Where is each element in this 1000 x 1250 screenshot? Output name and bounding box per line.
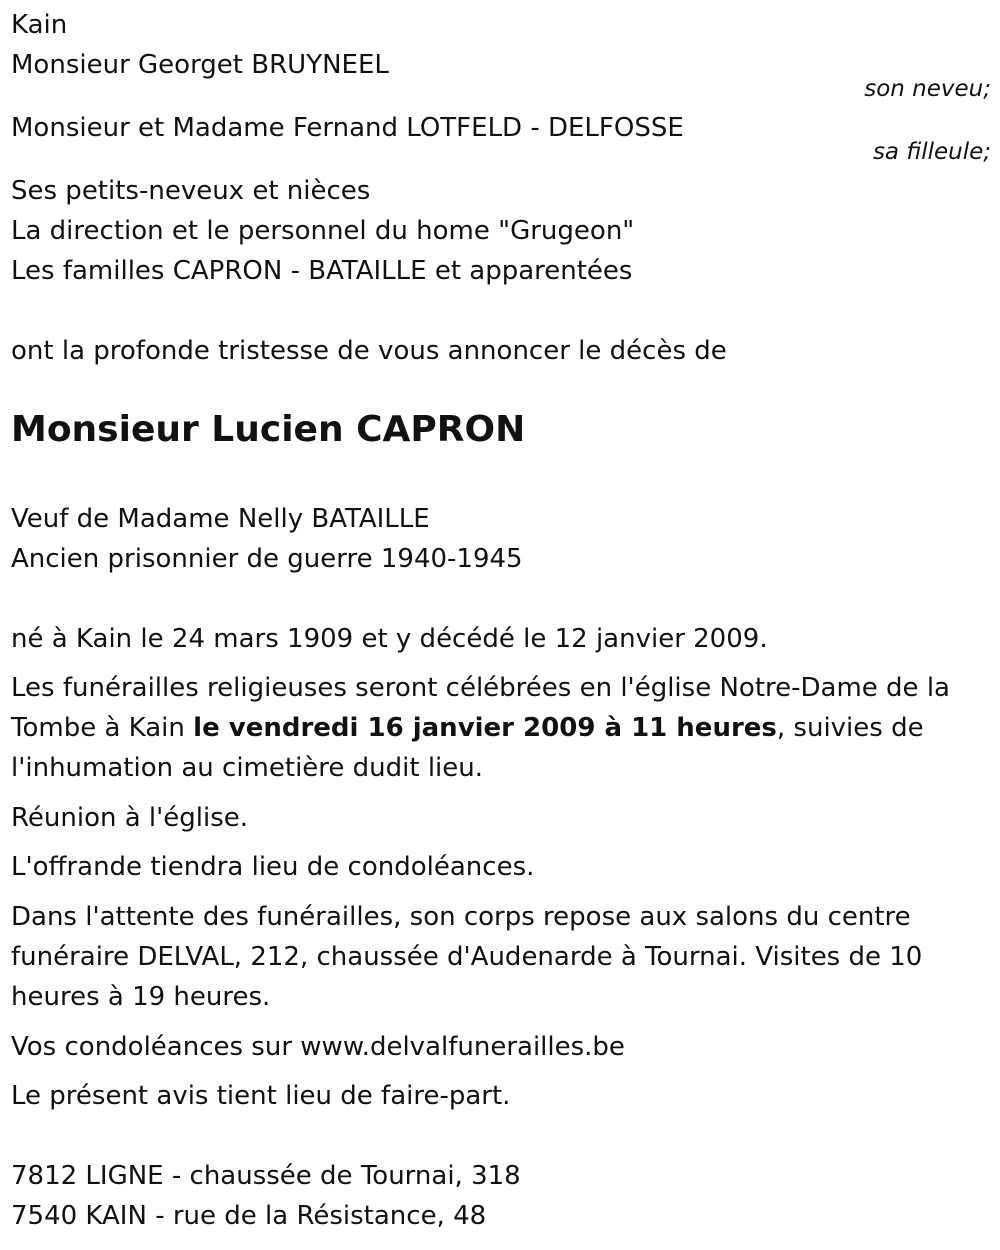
funeral-text-start: Les funérailles religieuses seront célébrées en l'église Notre-Dame de la Tombe à Kain (11, 673, 950, 743)
mourner-group-3: Les familles CAPRON - BATAILLE et apparentées (11, 256, 633, 286)
announcement-text: ont la profonde tristesse de vous annoncer le décès de (11, 336, 727, 366)
deceased-detail-1: Veuf de Madame Nelly BATAILLE (11, 504, 430, 534)
visitation-paragraph: Dans l'attente des funérailles, son corps repose aux salons du centre funéraire DELVAL, 212, chaussée d'Audenarde à Tournai. Visites de 10 heures à 19 heures. (11, 902, 923, 1012)
mourner-group-1: Ses petits-neveux et nièces (11, 176, 371, 206)
meeting-text: Réunion à l'église. (11, 803, 249, 833)
town-name: Kain (11, 10, 68, 40)
mourner-name-1: Monsieur Georget BRUYNEEL (11, 50, 389, 80)
deceased-name: Monsieur Lucien CAPRON (11, 409, 526, 450)
offering-text: L'offrande tiendra lieu de condoléances. (11, 852, 535, 882)
funeral-text-end: , suivies de l'inhumation au cimetière dudit lieu. (11, 713, 924, 783)
mourner-relation-2: sa filleule; (872, 139, 991, 165)
address-2: 7540 KAIN - rue de la Résistance, 48 (11, 1201, 487, 1231)
deceased-detail-2: Ancien prisonnier de guerre 1940-1945 (11, 544, 523, 574)
birth-death-text: né à Kain le 24 mars 1909 et y décédé le 12 janvier 2009. (11, 624, 768, 654)
notice-text: Le présent avis tient lieu de faire-part. (11, 1081, 511, 1111)
funeral-paragraph (11, 668, 991, 788)
mourner-relation-1: son neveu; (864, 76, 991, 102)
address-1: 7812 LIGNE - chaussée de Tournai, 318 (11, 1161, 521, 1191)
condolences-text: Vos condoléances sur www.delvalfunerailles.be (11, 1032, 625, 1062)
mourner-group-2: La direction et le personnel du home "Grugeon" (11, 216, 635, 246)
funeral-date-emphasis: le vendredi 16 janvier 2009 à 11 heures (193, 713, 777, 743)
mourner-name-2: Monsieur et Madame Fernand LOTFELD - DELFOSSE (11, 113, 684, 143)
